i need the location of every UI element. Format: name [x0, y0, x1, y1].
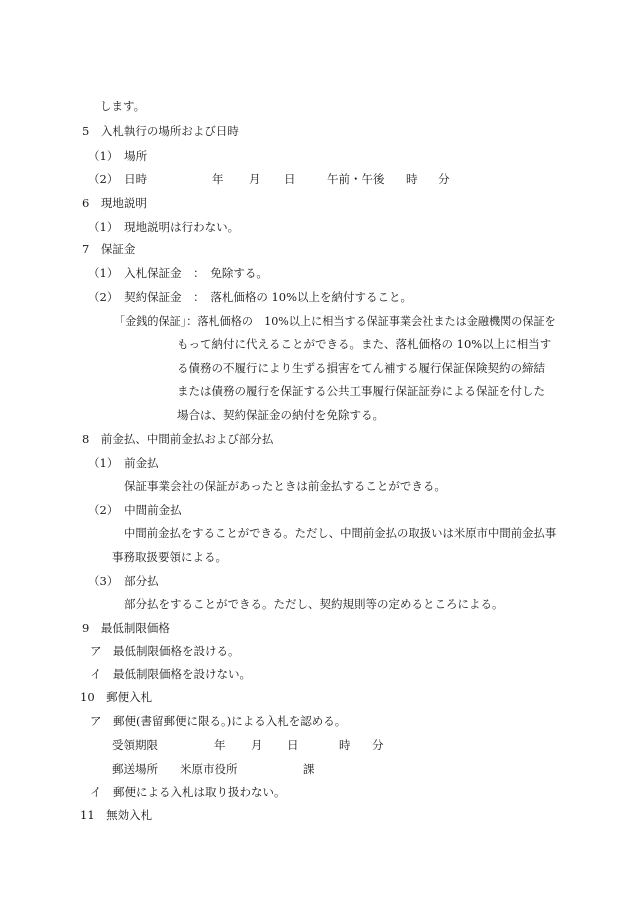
section-8-item-3-text: 部分払をすることができる。ただし、契約規則等の定めるところによる。 — [124, 597, 504, 611]
section-8-item-2-text-1: 中間前金払をすることができる。ただし、中間前金払の取扱いは米原市中間前金払事 — [124, 526, 557, 540]
section-7-item-1: （1） 入札保証金 ： 免除する。 — [88, 266, 268, 280]
section-8-item-3: （3） 部分払 — [88, 574, 159, 588]
receipt-hour-label: 時 — [339, 738, 351, 752]
section-7-heading: 7 保証金 — [82, 242, 136, 256]
date-day-label: 日 — [284, 172, 296, 186]
section-8-heading: 8 前金払、中間前金払および部分払 — [82, 432, 274, 446]
mailing-place-section: 課 — [303, 762, 315, 776]
section-9-option-i: イ 最低制限価格を設けない。 — [90, 667, 251, 681]
monetary-guarantee-line-3: る債務の不履行により生ずる損害をてん補する履行保証保険契約の締結 — [177, 361, 545, 375]
section-5-heading: 5 入札執行の場所および日時 — [82, 124, 239, 138]
date-minute-label: 分 — [438, 172, 450, 186]
monetary-guarantee-line-1: 「金銭的保証」：落札価格の 10%以上に相当する保証事業会社または金融機関の保証を — [114, 314, 556, 328]
section-7-item-2: （2） 契約保証金 ： 落札価格の 10%以上を納付すること。 — [88, 290, 413, 304]
section-8-item-1: （1） 前金払 — [88, 456, 159, 470]
section-6-heading: 6 現地説明 — [82, 196, 147, 210]
section-6-item-1: （1） 現地説明は行わない。 — [88, 220, 240, 234]
section-9-option-a: ア 最低制限価格を設ける。 — [90, 644, 240, 658]
receipt-month-label: 月 — [251, 738, 263, 752]
section-8-item-2-text-2: 事務取扱要領による。 — [112, 550, 227, 564]
mailing-place-city-hall: 米原市役所 — [180, 762, 238, 776]
section-8-item-1-text: 保証事業会社の保証があったときは前金払することができる。 — [124, 479, 446, 493]
receipt-minute-label: 分 — [372, 738, 384, 752]
section-10-option-i: イ 郵便による入札は取り扱わない。 — [90, 785, 286, 799]
section-5-item-1: （1） 場所 — [88, 149, 148, 163]
monetary-guarantee-line-5: 場合は、契約保証金の納付を免除する。 — [177, 408, 384, 422]
am-pm-label: 午前・午後 — [327, 172, 385, 186]
date-year-label: 年 — [212, 172, 224, 186]
section-9-heading: 9 最低制限価格 — [82, 621, 170, 635]
date-month-label: 月 — [249, 172, 261, 186]
mailing-place-label: 郵送場所 — [112, 762, 158, 776]
receipt-deadline-label: 受領期限 — [112, 738, 158, 752]
continuation-line: します。 — [100, 99, 146, 113]
section-10-heading: 10 郵便入札 — [80, 690, 153, 704]
section-11-heading: 11 無効入札 — [80, 808, 153, 822]
section-10-option-a: ア 郵便(書留郵便に限る。)による入札を認める。 — [90, 714, 347, 728]
date-hour-label: 時 — [406, 172, 418, 186]
section-8-item-2: （2） 中間前金払 — [88, 503, 182, 517]
section-5-item-2-label: （2） 日時 — [88, 172, 148, 186]
monetary-guarantee-line-2: もって納付に代えることができる。また、落札価格の 10%以上に相当す — [177, 337, 552, 351]
receipt-day-label: 日 — [287, 738, 299, 752]
receipt-year-label: 年 — [214, 738, 226, 752]
monetary-guarantee-line-4: または債務の履行を保証する公共工事履行保証証券による保証を付した — [177, 384, 545, 398]
